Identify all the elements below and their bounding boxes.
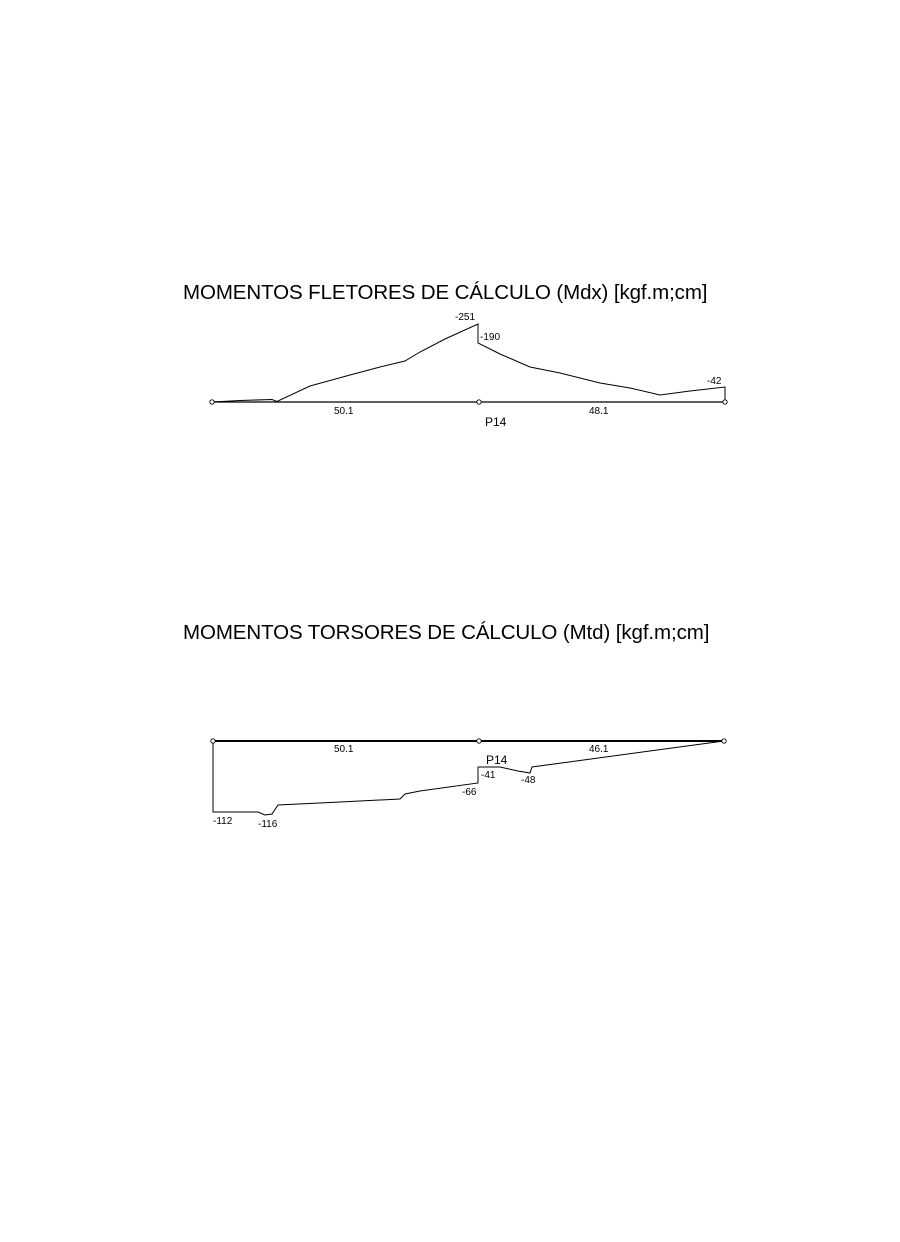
torsion-moment-diagram [0,720,900,840]
torsion-moment-curve [213,741,724,815]
torsion-value-min-right: -48 [521,775,536,786]
bending-diagram-title: MOMENTOS FLETORES DE CÁLCULO (Mdx) [kgf.m;cm] [183,281,708,304]
torsion-value-pillar-left: -66 [462,787,477,798]
support-node-pillar [477,400,481,404]
support-node-right [723,400,727,404]
torsion-diagram-title: MOMENTOS TORSORES DE CÁLCULO (Mtd) [kgf.m;cm] [183,621,710,644]
bending-span-right-length: 48.1 [589,406,609,417]
torsion-value-start-left: -112 [213,816,233,827]
torsion-node-right [722,739,726,743]
bending-span-left-length: 50.1 [334,406,354,417]
support-node-left [210,400,214,404]
torsion-node-pillar [477,739,481,743]
bending-value-end-right: -42 [707,376,722,387]
bending-pillar-label: P14 [485,415,507,429]
torsion-span-right-length: 46.1 [589,744,609,755]
bending-moment-diagram [0,300,900,440]
torsion-span-left-length: 50.1 [334,744,354,755]
bending-value-peak-left: -251 [455,312,476,323]
bending-moment-curve [212,324,725,402]
torsion-pillar-label: P14 [486,753,508,767]
torsion-node-left [211,739,215,743]
torsion-value-pillar-right: -41 [481,770,496,781]
bending-value-peak-right: -190 [480,332,501,343]
torsion-value-min-left: -116 [258,819,278,830]
